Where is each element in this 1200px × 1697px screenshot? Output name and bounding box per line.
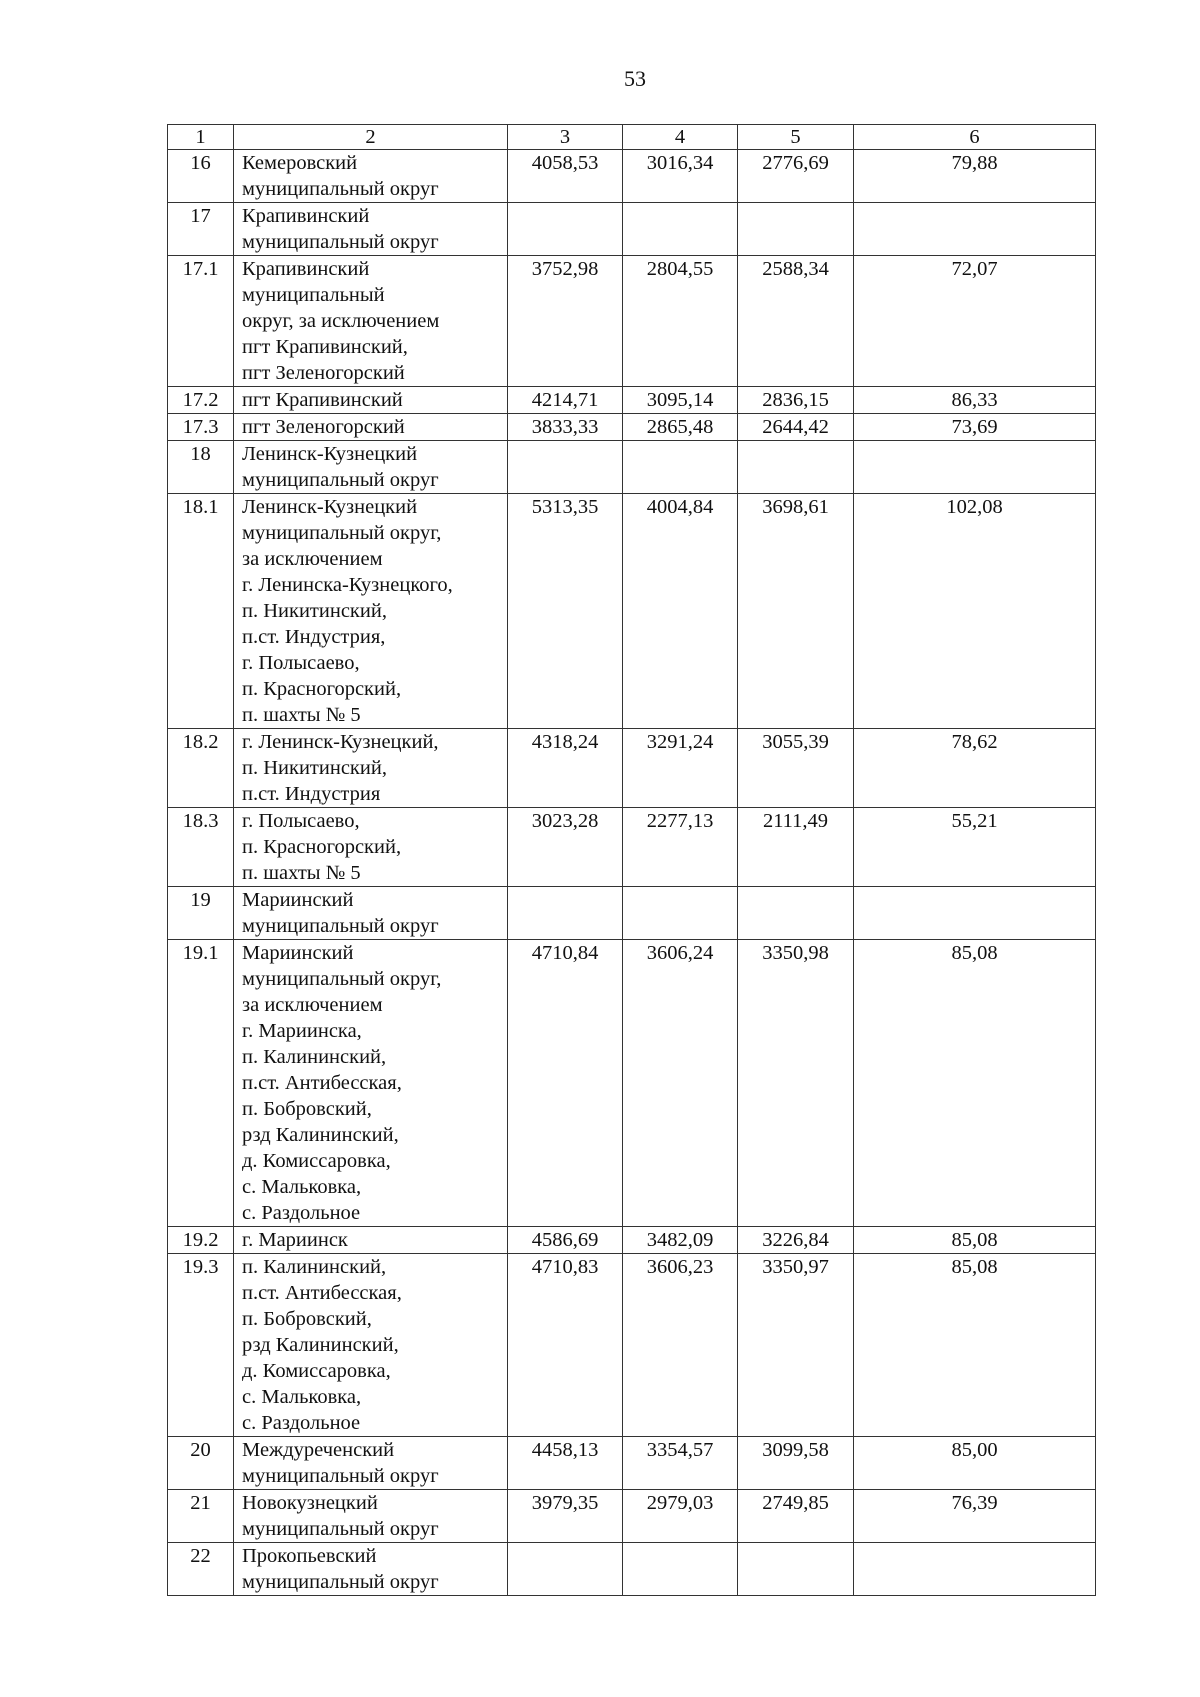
territory-name-cell (234, 1490, 508, 1543)
value-cell-5: 3226,84 (738, 1227, 854, 1254)
value-cell-5 (738, 1543, 854, 1596)
table-row (168, 1254, 1096, 1437)
table-row (168, 1437, 1096, 1490)
territory-name-line: п.ст. Антибесская, (242, 1282, 402, 1304)
territory-name-line: муниципальный округ (242, 469, 439, 491)
value-cell-6: 55,21 (854, 808, 1096, 887)
territory-name-cell (234, 1543, 508, 1596)
table-row (168, 887, 1096, 940)
value-cell-5: 2776,69 (738, 150, 854, 203)
value-cell-4: 3291,24 (623, 729, 738, 808)
territory-name-line: Крапивинский (242, 258, 370, 280)
value-cell-5: 3099,58 (738, 1437, 854, 1490)
value-cell-6 (854, 1543, 1096, 1596)
row-number-cell: 20 (168, 1437, 234, 1490)
value-cell-6 (854, 203, 1096, 256)
value-cell-3 (508, 1543, 623, 1596)
value-cell-3: 5313,35 (508, 494, 623, 729)
territory-name-line: г. Ленинск-Кузнецкий, (242, 731, 439, 753)
value-cell-6: 78,62 (854, 729, 1096, 808)
territory-name-cell (234, 150, 508, 203)
value-cell-3: 4458,13 (508, 1437, 623, 1490)
territory-name-line: пгт Зеленогорский (242, 416, 405, 438)
row-number-cell: 22 (168, 1543, 234, 1596)
territory-name-line: п.ст. Антибесская, (242, 1072, 402, 1094)
table-row (168, 387, 1096, 414)
header-cell-4: 4 (623, 125, 738, 150)
territory-name-line: за исключением (242, 548, 383, 570)
value-cell-6: 79,88 (854, 150, 1096, 203)
value-cell-5 (738, 203, 854, 256)
header-cell-6: 6 (854, 125, 1096, 150)
territory-name-line: пгт Крапивинский, (242, 336, 408, 358)
territory-name-line: Ленинск-Кузнецкий (242, 496, 418, 518)
row-number-cell: 17.2 (168, 387, 234, 414)
territory-name-cell (234, 1227, 508, 1254)
territory-name-line: рзд Калининский, (242, 1124, 399, 1146)
territory-name-line: муниципальный округ (242, 915, 439, 937)
table-row (168, 940, 1096, 1227)
table-row (168, 256, 1096, 387)
value-cell-3 (508, 441, 623, 494)
value-cell-4: 3016,34 (623, 150, 738, 203)
value-cell-6 (854, 887, 1096, 940)
territory-name-line: муниципальный округ, (242, 968, 442, 990)
territory-name-line: Прокопьевский (242, 1545, 377, 1567)
value-cell-3 (508, 887, 623, 940)
value-cell-4: 2277,13 (623, 808, 738, 887)
value-cell-4: 3354,57 (623, 1437, 738, 1490)
row-number-cell: 18 (168, 441, 234, 494)
territory-name-cell (234, 494, 508, 729)
value-cell-3: 4214,71 (508, 387, 623, 414)
row-number-cell: 21 (168, 1490, 234, 1543)
territory-name-line: муниципальный округ (242, 178, 439, 200)
value-cell-3: 4710,83 (508, 1254, 623, 1437)
territory-name-line: п. Бобровский, (242, 1098, 372, 1120)
header-cell-2: 2 (234, 125, 508, 150)
value-cell-6 (854, 441, 1096, 494)
row-number-cell: 19.2 (168, 1227, 234, 1254)
table-row (168, 414, 1096, 441)
value-cell-3: 4318,24 (508, 729, 623, 808)
territory-name-cell (234, 1254, 508, 1437)
table-row (168, 494, 1096, 729)
territory-name-line: за исключением (242, 994, 383, 1016)
territory-name-line: рзд Калининский, (242, 1334, 399, 1356)
territory-name-line: п. шахты № 5 (242, 704, 361, 726)
table-row (168, 808, 1096, 887)
territory-name-line: муниципальный округ (242, 1571, 439, 1593)
value-cell-5: 3350,98 (738, 940, 854, 1227)
territory-name-line: п. Никитинский, (242, 600, 387, 622)
territory-name-cell (234, 441, 508, 494)
table-row (168, 1490, 1096, 1543)
header-cell-3: 3 (508, 125, 623, 150)
value-cell-5: 2836,15 (738, 387, 854, 414)
table-row (168, 203, 1096, 256)
territory-name-line: Крапивинский (242, 205, 370, 227)
value-cell-6: 102,08 (854, 494, 1096, 729)
territory-name-line: Мариинский (242, 942, 354, 964)
value-cell-6: 85,08 (854, 1254, 1096, 1437)
territory-name-cell (234, 808, 508, 887)
territory-name-line: г. Полысаево, (242, 810, 360, 832)
table-row (168, 150, 1096, 203)
value-cell-6: 86,33 (854, 387, 1096, 414)
territory-name-line: Кемеровский (242, 152, 358, 174)
value-cell-4 (623, 1543, 738, 1596)
row-number-cell: 19 (168, 887, 234, 940)
territory-name-line: г. Мариинска, (242, 1020, 362, 1042)
territory-name-cell (234, 387, 508, 414)
territory-name-line: д. Комиссаровка, (242, 1150, 391, 1172)
territory-name-line: п.ст. Индустрия, (242, 626, 386, 648)
value-cell-5 (738, 441, 854, 494)
territory-name-line: Ленинск-Кузнецкий (242, 443, 418, 465)
row-number-cell: 17 (168, 203, 234, 256)
row-number-cell: 17.3 (168, 414, 234, 441)
value-cell-3: 4710,84 (508, 940, 623, 1227)
territory-name-line: Новокузнецкий (242, 1492, 378, 1514)
value-cell-5: 2644,42 (738, 414, 854, 441)
territory-name-line: п.ст. Индустрия (242, 783, 381, 805)
territory-name-cell (234, 203, 508, 256)
value-cell-5: 2749,85 (738, 1490, 854, 1543)
territory-name-line: пгт Крапивинский (242, 389, 403, 411)
territory-name-line: округ, за исключением (242, 310, 440, 332)
territory-name-line: муниципальный округ, (242, 522, 442, 544)
territory-name-line: п. Калининский, (242, 1046, 387, 1068)
territory-name-line: г. Мариинск (242, 1229, 348, 1251)
table-row (168, 1227, 1096, 1254)
territory-name-line: п. Красногорский, (242, 678, 402, 700)
tariff-table (167, 124, 1096, 1596)
row-number-cell: 19.3 (168, 1254, 234, 1437)
territory-name-line: п. Бобровский, (242, 1308, 372, 1330)
value-cell-5: 3698,61 (738, 494, 854, 729)
value-cell-5: 3055,39 (738, 729, 854, 808)
header-cell-1: 1 (168, 125, 234, 150)
row-number-cell: 17.1 (168, 256, 234, 387)
territory-name-line: г. Ленинска-Кузнецкого, (242, 574, 453, 596)
territory-name-line: г. Полысаево, (242, 652, 360, 674)
territory-name-line: пгт Зеленогорский (242, 362, 405, 384)
row-number-cell: 18.3 (168, 808, 234, 887)
value-cell-4 (623, 441, 738, 494)
value-cell-3: 4058,53 (508, 150, 623, 203)
value-cell-3: 3979,35 (508, 1490, 623, 1543)
header-cell-5: 5 (738, 125, 854, 150)
territory-name-cell (234, 414, 508, 441)
territory-name-line: п. Никитинский, (242, 757, 387, 779)
value-cell-5 (738, 887, 854, 940)
value-cell-6: 85,00 (854, 1437, 1096, 1490)
value-cell-4: 3606,23 (623, 1254, 738, 1437)
territory-name-line: муниципальный округ (242, 231, 439, 253)
page-number: 53 (624, 66, 646, 91)
value-cell-4: 3606,24 (623, 940, 738, 1227)
value-cell-5: 2588,34 (738, 256, 854, 387)
table-row (168, 729, 1096, 808)
value-cell-4: 4004,84 (623, 494, 738, 729)
territory-name-cell (234, 256, 508, 387)
territory-name-line: муниципальный округ (242, 1518, 439, 1540)
value-cell-3: 3752,98 (508, 256, 623, 387)
territory-name-cell (234, 887, 508, 940)
value-cell-5: 3350,97 (738, 1254, 854, 1437)
territory-name-line: п. Калининский, (242, 1256, 387, 1278)
territory-name-cell (234, 1437, 508, 1490)
territory-name-line: с. Раздольное (242, 1412, 361, 1434)
value-cell-3: 3023,28 (508, 808, 623, 887)
value-cell-6: 72,07 (854, 256, 1096, 387)
territory-name-line: д. Комиссаровка, (242, 1360, 391, 1382)
value-cell-4: 2804,55 (623, 256, 738, 387)
row-number-cell: 16 (168, 150, 234, 203)
territory-name-line: муниципальный (242, 284, 385, 306)
row-number-cell: 18.2 (168, 729, 234, 808)
territory-name-line: Мариинский (242, 889, 354, 911)
value-cell-4: 2865,48 (623, 414, 738, 441)
value-cell-3: 3833,33 (508, 414, 623, 441)
value-cell-6: 85,08 (854, 940, 1096, 1227)
value-cell-5: 2111,49 (738, 808, 854, 887)
value-cell-6: 85,08 (854, 1227, 1096, 1254)
header-row (168, 125, 1096, 150)
value-cell-4: 2979,03 (623, 1490, 738, 1543)
value-cell-4 (623, 203, 738, 256)
territory-name-line: муниципальный округ (242, 1465, 439, 1487)
territory-name-line: с. Мальковка, (242, 1176, 362, 1198)
table-row (168, 1543, 1096, 1596)
table-body (168, 150, 1096, 1596)
territory-name-line: Междуреченский (242, 1439, 395, 1461)
value-cell-4 (623, 887, 738, 940)
row-number-cell: 18.1 (168, 494, 234, 729)
territory-name-line: с. Раздольное (242, 1202, 361, 1224)
table-row (168, 441, 1096, 494)
value-cell-4: 3095,14 (623, 387, 738, 414)
value-cell-4: 3482,09 (623, 1227, 738, 1254)
territory-name-line: с. Мальковка, (242, 1386, 362, 1408)
value-cell-3 (508, 203, 623, 256)
value-cell-6: 76,39 (854, 1490, 1096, 1543)
value-cell-3: 4586,69 (508, 1227, 623, 1254)
territory-name-line: п. Красногорский, (242, 836, 402, 858)
territory-name-line: п. шахты № 5 (242, 862, 361, 884)
territory-name-cell (234, 940, 508, 1227)
row-number-cell: 19.1 (168, 940, 234, 1227)
value-cell-6: 73,69 (854, 414, 1096, 441)
territory-name-cell (234, 729, 508, 808)
